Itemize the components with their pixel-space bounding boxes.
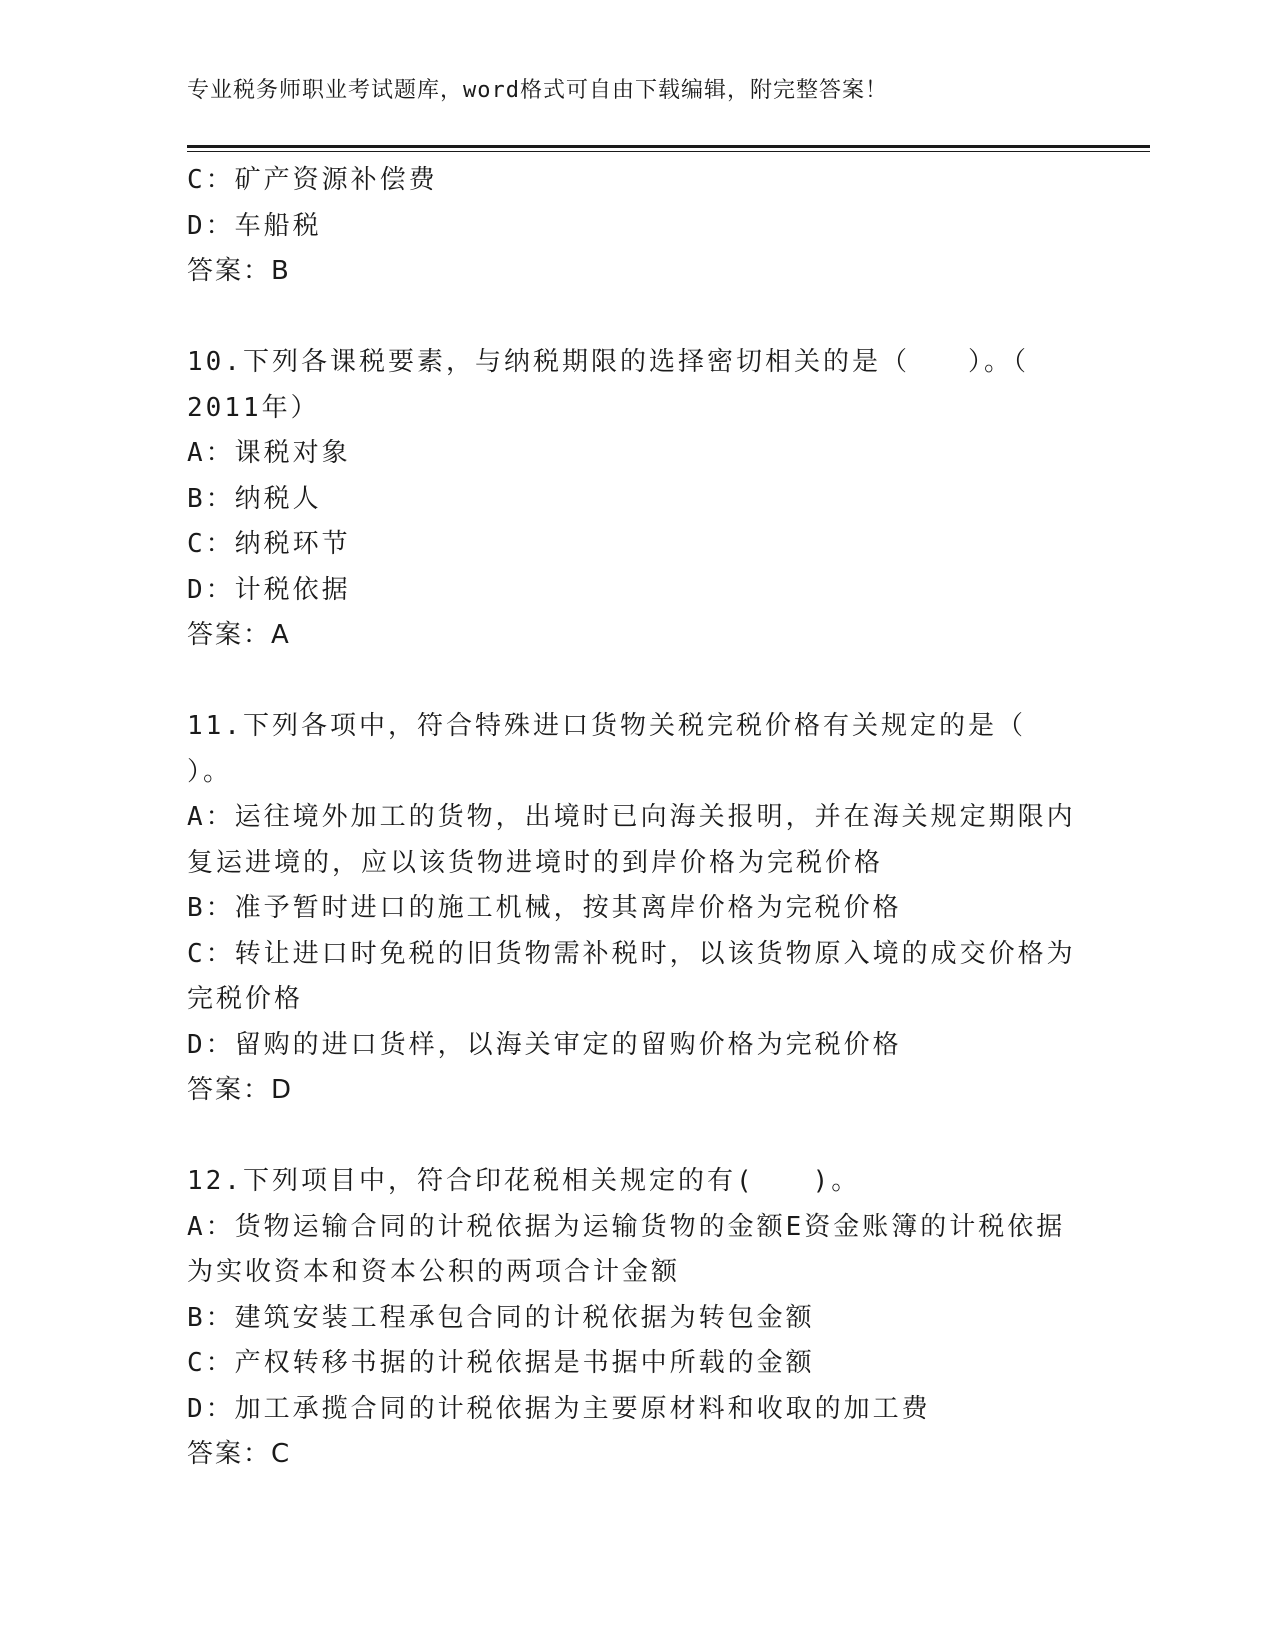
text-line: B：建筑安装工程承包合同的计税依据为转包金额 <box>187 1302 815 1333</box>
text-line: 复运进境的，应以该货物进境时的到岸价格为完税价格 <box>187 847 884 878</box>
text-line: B：准予暂时进口的施工机械，按其离岸价格为完税价格 <box>187 893 902 923</box>
answer-line: 答案：B <box>187 256 291 286</box>
text-line: 2011年） <box>187 392 320 423</box>
text-line: 为实收资本和资本公积的两项合计金额 <box>187 1257 681 1287</box>
text-line: C：纳税环节 <box>187 529 351 559</box>
text-line: D：加工承揽合同的计税依据为主要原材料和收取的加工费 <box>187 1393 931 1424</box>
text-line: D：计税依据 <box>187 574 351 605</box>
answer-line: 答案：C <box>187 1439 292 1469</box>
text-line: C：矿产资源补偿费 <box>187 165 438 195</box>
answer-line: 答案：A <box>187 620 291 650</box>
text-line: A：运往境外加工的货物，出境时已向海关报明，并在海关规定期限内 <box>187 802 1076 832</box>
blank-line <box>187 295 1087 341</box>
blank-line <box>187 659 1087 705</box>
text-line: 11.下列各项中，符合特殊进口货物关税完税价格有关规定的是（ <box>187 711 1026 741</box>
blank-line <box>187 1114 1087 1160</box>
header-text: 专业税务师职业考试题库，word格式可自由下载编辑，附完整答案！ <box>187 78 888 103</box>
answer-line: 答案：D <box>187 1075 294 1105</box>
text-line: 10.下列各课税要素，与纳税期限的选择密切相关的是（ ）。（ <box>187 347 1029 377</box>
header-rule-thick <box>187 145 1150 148</box>
text-line: 12.下列项目中，符合印花税相关规定的有( )。 <box>187 1166 861 1196</box>
text-line: C：转让进口时免税的旧货物需补税时，以该货物原入境的成交价格为 <box>187 938 1076 969</box>
text-line: A：货物运输合同的计税依据为运输货物的金额E资金账簿的计税依据 <box>187 1211 1066 1242</box>
text-line: C：产权转移书据的计税依据是书据中所载的金额 <box>187 1348 815 1378</box>
header-rule-thin <box>187 151 1150 152</box>
text-line: D：留购的进口货样，以海关审定的留购价格为完税价格 <box>187 1029 902 1060</box>
text-line: D：车船税 <box>187 210 322 241</box>
text-line: A：课税对象 <box>187 438 351 468</box>
question-content <box>187 158 1087 1478</box>
text-line: B：纳税人 <box>187 483 322 514</box>
text-line: ）。 <box>187 756 233 787</box>
text-line: 完税价格 <box>187 984 304 1014</box>
